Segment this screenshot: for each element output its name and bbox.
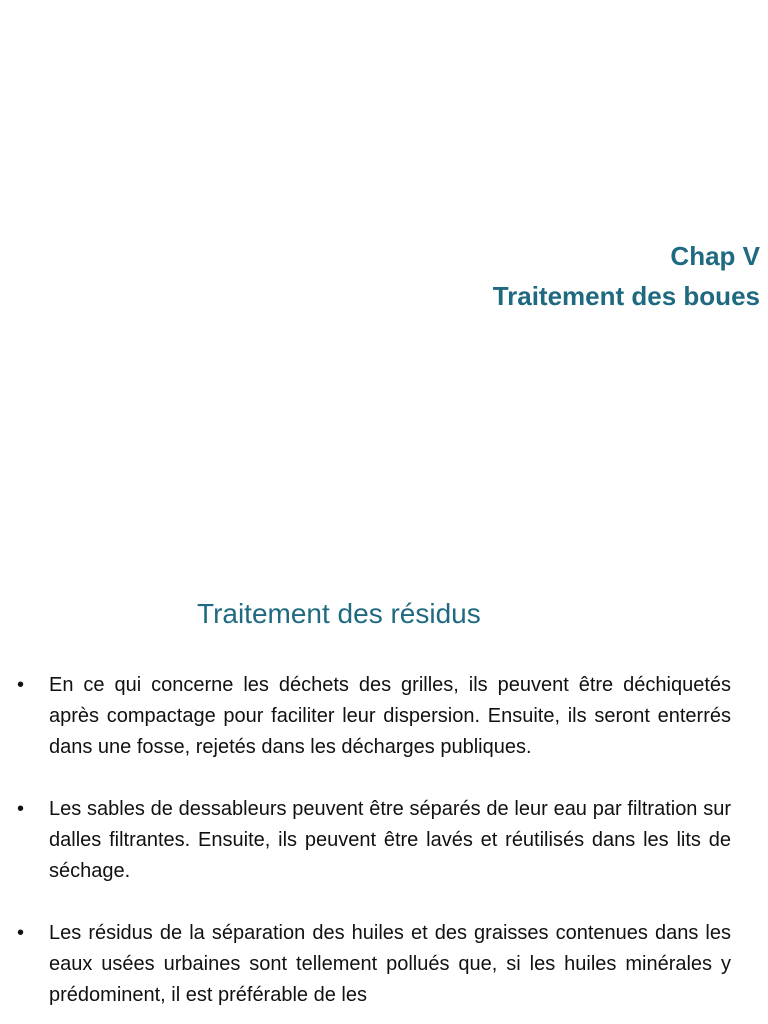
bullet-icon: • — [17, 674, 25, 696]
bullet-list — [0, 670, 768, 1024]
list-item — [0, 670, 731, 763]
chapter-name: Traitement des boues — [492, 281, 760, 311]
list-item — [0, 794, 731, 887]
list-item — [0, 918, 731, 1011]
bullet-icon: • — [17, 922, 25, 944]
bullet-icon: • — [17, 798, 25, 820]
bullet-text: Les résidus de la séparation des huiles et des graisses contenues dans les eaux usées urbaines sont tellement pollués que, si les huiles minérales y prédominent, il est préférable de les — [49, 922, 731, 1006]
section-title: Traitement des résidus — [197, 598, 481, 629]
bullet-text: Les sables de dessableurs peuvent être séparés de leur eau par filtration sur dalles filtrantes. Ensuite, ils peuvent être lavés et réutilisés dans les lits de séchage. — [49, 798, 731, 882]
chapter-title — [493, 236, 760, 316]
chapter-number: Chap V — [670, 241, 760, 271]
content-slide — [0, 528, 768, 1024]
bullet-text: En ce qui concerne les déchets des grilles, ils peuvent être déchiquetés après compactage pour faciliter leur dispersion. Ensuite, ils seront enterrés dans une fosse, rejetés dans les décharges publiques. — [49, 674, 731, 758]
